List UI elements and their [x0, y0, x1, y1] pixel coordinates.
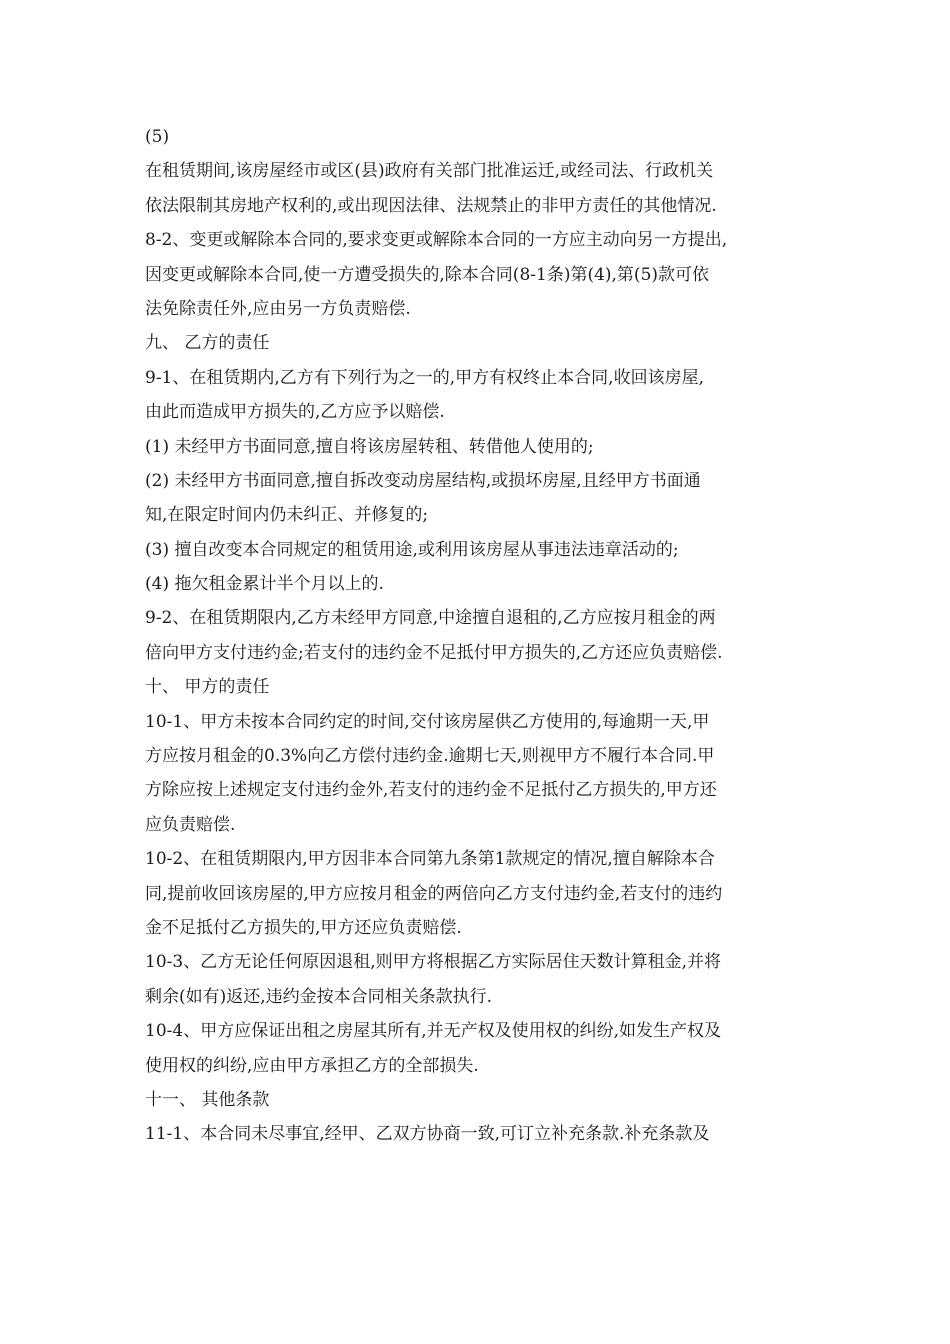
text-line: 倍向甲方支付违约金;若支付的违约金不足抵付甲方损失的,乙方还应负责赔偿. — [145, 642, 723, 663]
text-line: 10-2、在租赁期限内,甲方因非本合同第九条第1款规定的情况,擅自解除本合 — [145, 849, 715, 870]
contract-text — [145, 120, 825, 1152]
section-heading: 十一、 其他条款 — [145, 1089, 270, 1110]
text-line: 知,在限定时间内仍未纠正、并修复的; — [145, 505, 429, 526]
text-line: 应负责赔偿. — [145, 814, 236, 835]
text-line: (5) — [145, 127, 170, 147]
text-line: 8-2、变更或解除本合同的,要求变更或解除本合同的一方应主动向另一方提出, — [145, 230, 728, 251]
text-line: 金不足抵付乙方损失的,甲方还应负责赔偿. — [145, 917, 462, 938]
text-line: 剩余(如有)返还,违约金按本合同相关条款执行. — [145, 986, 493, 1007]
section-heading: 十、 甲方的责任 — [145, 677, 270, 698]
text-line: 方除应按上述规定支付违约金外,若支付的违约金不足抵付乙方损失的,甲方还 — [145, 780, 717, 801]
text-line: 使用权的纠纷,应由甲方承担乙方的全部损失. — [145, 1055, 479, 1076]
list-item: (3) 擅自改变本合同规定的租赁用途,或利用该房屋从事违法违章活动的; — [145, 539, 679, 560]
text-line: 11-1、本合同未尽事宜,经甲、乙双方协商一致,可订立补充条款.补充条款及 — [145, 1124, 710, 1145]
text-line: 9-2、在租赁期限内,乙方未经甲方同意,中途擅自退租的,乙方应按月租金的两 — [145, 608, 716, 629]
text-line: 10-1、甲方未按本合同约定的时间,交付该房屋供乙方使用的,每逾期一天,甲 — [145, 711, 710, 732]
list-item: (1) 未经甲方书面同意,擅自将该房屋转租、转借他人使用的; — [145, 436, 594, 457]
text-line: 方应按月租金的0.3%向乙方偿付违约金.逾期七天,则视甲方不履行本合同.甲 — [145, 746, 715, 767]
list-item: (4) 拖欠租金累计半个月以上的. — [145, 574, 384, 595]
text-line: 同,提前收回该房屋的,甲方应按月租金的两倍向乙方支付违约金,若支付的违约 — [145, 883, 723, 904]
text-line: 因变更或解除本合同,使一方遭受损失的,除本合同(8-1条)第(4),第(5)款可依 — [145, 264, 710, 285]
text-line: 9-1、在租赁期内,乙方有下列行为之一的,甲方有权终止本合同,收回该房屋, — [145, 367, 704, 388]
text-line: 依法限制其房地产权利的,或出现因法律、法规禁止的非甲方责任的其他情况. — [145, 195, 717, 216]
text-line: 由此而造成甲方损失的,乙方应予以赔偿. — [145, 402, 445, 423]
section-heading: 九、 乙方的责任 — [145, 333, 270, 354]
text-line: 10-4、甲方应保证出租之房屋其所有,并无产权及使用权的纠纷,如发生产权及 — [145, 1021, 721, 1042]
text-line: 法免除责任外,应由另一方负责赔偿. — [145, 298, 411, 319]
list-item: (2) 未经甲方书面同意,擅自拆改变动房屋结构,或损坏房屋,且经甲方书面通 — [145, 470, 701, 491]
text-line: 10-3、乙方无论任何原因退租,则甲方将根据乙方实际居住天数计算租金,并将 — [145, 952, 721, 973]
text-line: 在租赁期间,该房屋经市或区(县)政府有关部门批准运迁,或经司法、行政机关 — [145, 161, 714, 182]
